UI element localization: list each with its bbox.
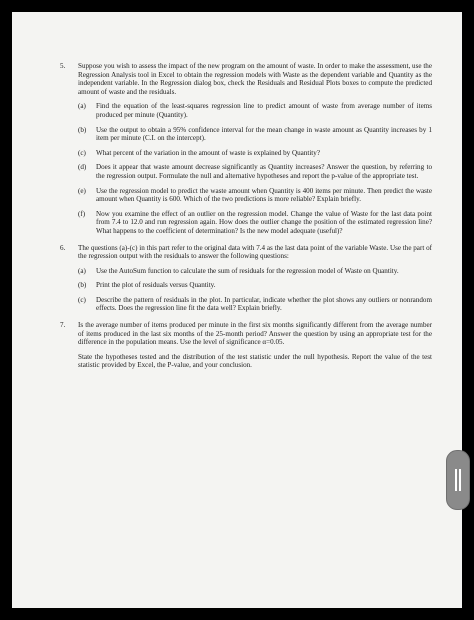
question-number: 5. — [60, 62, 66, 70]
part-text: What percent of the variation in the amount of waste is explained by Quantity? — [96, 148, 320, 157]
grip-line-icon — [455, 469, 457, 491]
part-text: Now you examine the effect of an outlier on the regression model. Change the value of Waste for the last data point from 7.4 to 12.0 and run regression again. How does the outlier change the position of the estimated regression line? What happens to the coefficient of determination? Is the new model adequate (useful)? — [96, 209, 432, 235]
question-part — [78, 187, 432, 204]
part-label: (b) — [78, 281, 87, 290]
question-text: Suppose you wish to assess the impact of the new program on the amount of waste. In order to make the assessment, use the Regression Analysis tool in Excel to obtain the regression models with Waste as the dependent variable and Quantity as the independent variable. In the Regression dialog box, check the Residuals and Residual Plots boxes to compute the predicted amount of waste and the residuals. — [78, 62, 432, 96]
question-part — [78, 210, 432, 236]
part-text: Use the regression model to predict the waste amount when Quantity is 400 items per minute. Then predict the waste amount when Quantity is 600. Which of the two predictions is more reliable? Explain briefly. — [96, 186, 432, 204]
grip-line-icon — [459, 469, 461, 491]
question-number: 7. — [60, 321, 66, 330]
question-part — [78, 163, 432, 180]
question-number: 6. — [60, 243, 66, 252]
part-label: (b) — [78, 125, 87, 134]
part-label: (a) — [78, 102, 86, 111]
question-part — [78, 267, 432, 276]
part-label: (a) — [78, 266, 86, 275]
question-5 — [60, 62, 432, 236]
question-part — [78, 102, 432, 119]
question-6 — [60, 244, 432, 314]
part-label: (e) — [78, 186, 86, 195]
scroll-handle[interactable] — [446, 450, 470, 510]
document-content — [60, 62, 432, 378]
question-part — [78, 296, 432, 313]
part-text: Describe the pattern of residuals in the plot. In particular, indicate whether the plot shows any outliers or nonrandom effects. Does the regression line fit the data well? Explain briefly. — [96, 295, 432, 313]
part-label: (d) — [78, 163, 87, 172]
question-7 — [60, 321, 432, 370]
part-text: Print the plot of residuals versus Quantity. — [96, 281, 216, 290]
question-part — [78, 281, 432, 290]
part-label: (f) — [78, 209, 86, 218]
part-text: Use the AutoSum function to calculate the sum of residuals for the regression model of Waste on Quantity. — [96, 266, 399, 275]
question-text: Is the average number of items produced per minute in the first six months significantly different from the average number of items produced in the last six months of the 25-month period? Answer the question by using an appropriate test for the difference in the population means. Use the level of significance α=0.05. — [78, 321, 432, 347]
question-part — [78, 149, 432, 158]
part-label: (c) — [78, 148, 86, 157]
question-text-followup: State the hypotheses tested and the distribution of the test statistic under the null hypothesis. Report the value of the test statistic provided by Excel, the P-value, and your conclusion. — [78, 352, 432, 370]
question-part — [78, 126, 432, 143]
part-text: Does it appear that waste amount decrease significantly as Quantity increases? Answer the question, by referring to the regression output. Formulate the null and alternative hypotheses and report the p-value of the appropriate test. — [96, 163, 432, 180]
part-text: Use the output to obtain a 95% confidence interval for the mean change in waste amount as Quantity increases by 1 item per minute (C.I. on the intercept). — [96, 125, 432, 143]
part-text: Find the equation of the least-squares regression line to predict amount of waste from average number of items produced per minute (Quantity). — [96, 102, 432, 119]
question-text: The questions (a)-(c) in this part refer to the original data with 7.4 as the last data point of the variable Waste. Use the part of the regression output with the residuals to answer the following questions: — [78, 243, 432, 261]
document-page — [12, 12, 462, 608]
part-label: (c) — [78, 295, 86, 304]
